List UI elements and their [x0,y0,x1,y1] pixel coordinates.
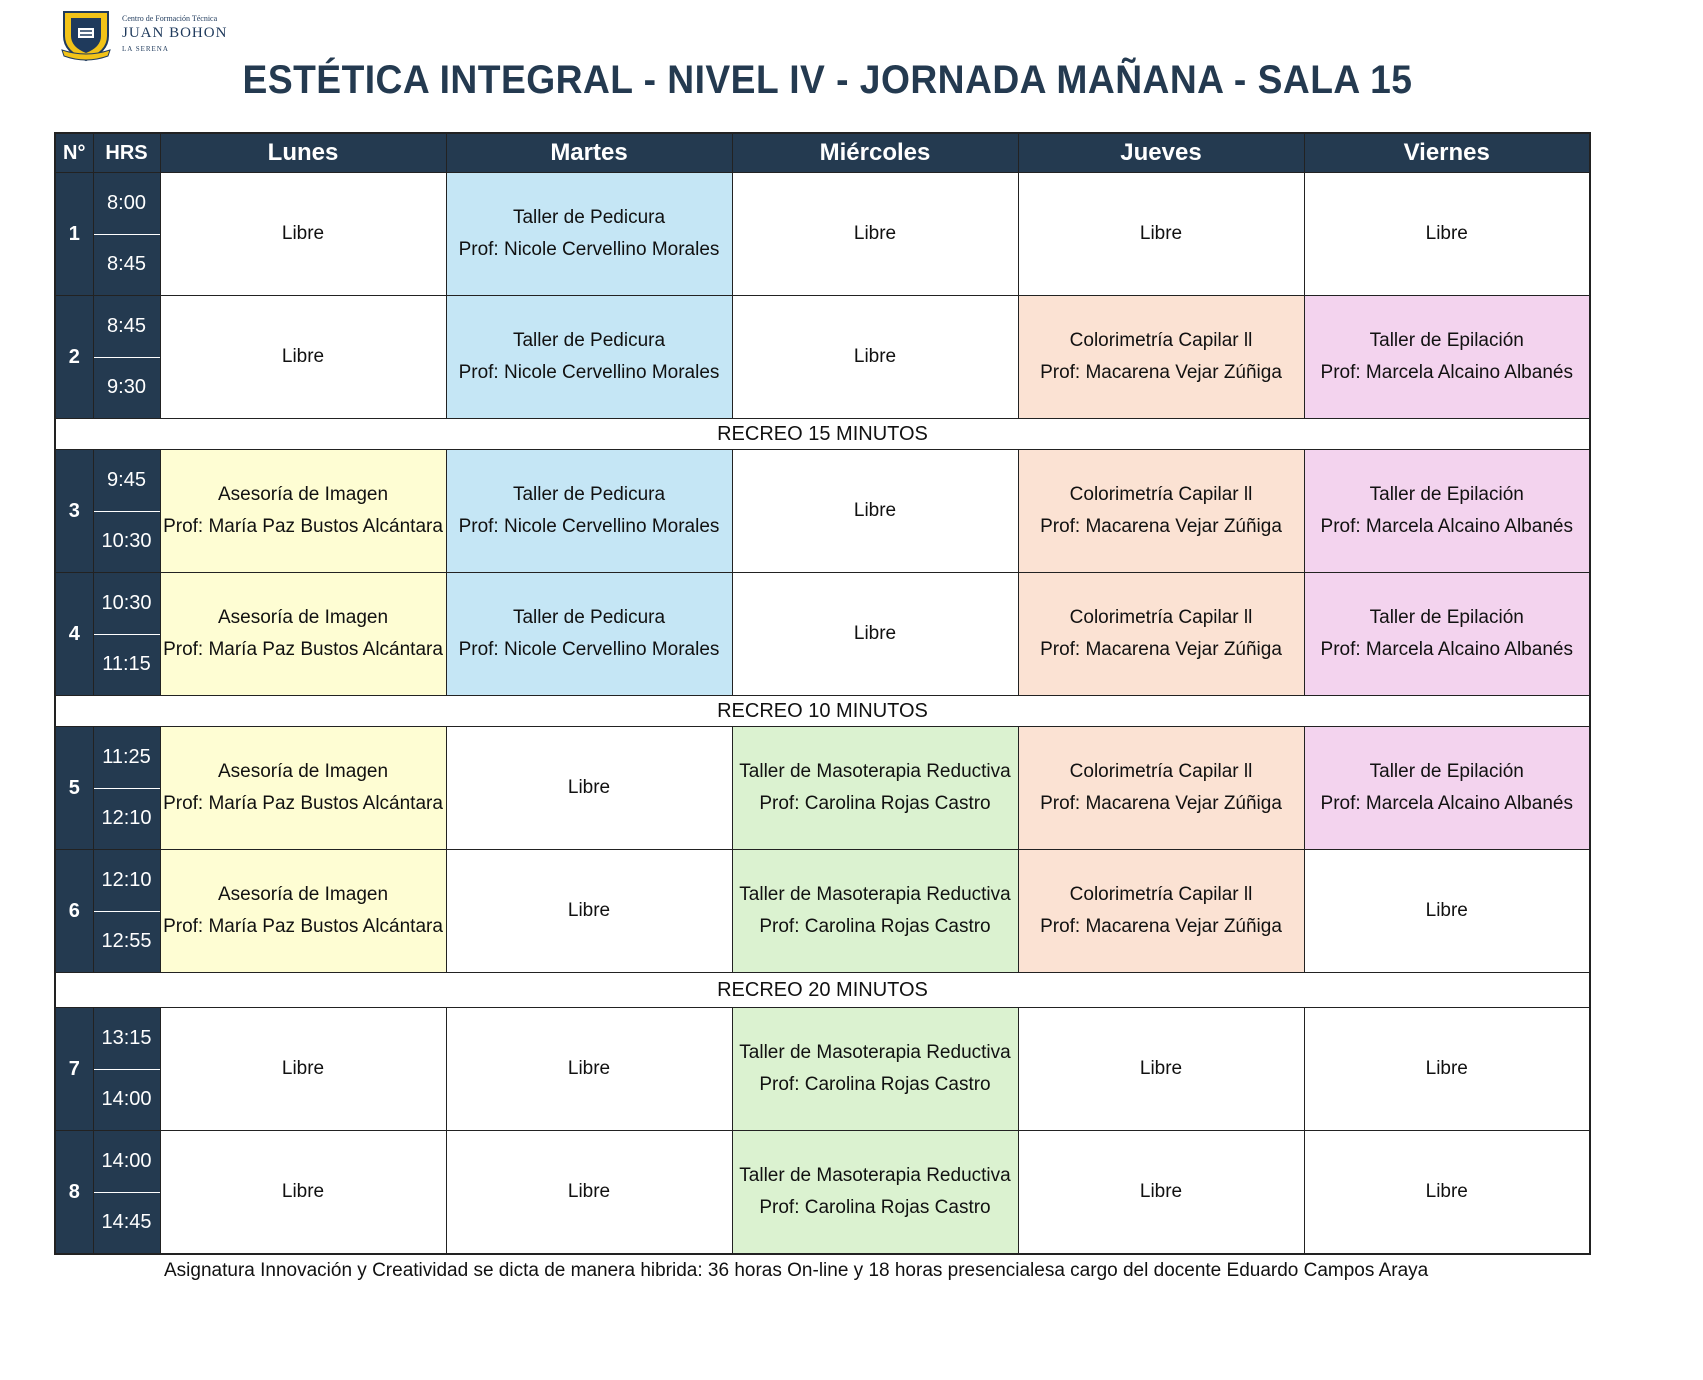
schedule-cell [732,450,1018,573]
schedule-cell [446,1131,732,1255]
cell-subject: Libre [281,346,325,367]
schedule-cell [446,173,732,296]
schedule-cell [732,296,1018,419]
period-hours [93,296,160,419]
cell-teacher: Prof: Marcela Alcaino Albanés [1320,639,1573,660]
time-end: 14:00 [101,1088,152,1111]
schedule-cell [1018,573,1304,696]
cell-subject: Libre [853,223,897,244]
time-start: 13:15 [94,1008,160,1070]
schedule-cell [446,727,732,850]
logo-name: JUAN BOHON [122,25,228,41]
period-row [55,573,1590,696]
cell-teacher: Prof: María Paz Bustos Alcántara [163,916,443,937]
time-end: 14:45 [101,1211,152,1234]
period-number: 3 [55,450,93,573]
schedule-cell [1018,727,1304,850]
cell-subject: Colorimetría Capilar ll [1069,884,1253,905]
cell-subject: Taller de Pedicura [512,484,666,505]
schedule-cell [446,1008,732,1131]
cell-subject: Libre [567,1058,611,1079]
schedule-cell [732,850,1018,973]
header-day: Martes [446,133,732,173]
period-hours [93,1008,160,1131]
cell-subject: Taller de Epilación [1369,330,1524,351]
cell-subject: Libre [1425,1058,1468,1079]
time-end: 9:30 [107,376,146,399]
time-start: 8:45 [94,296,160,358]
cell-subject: Taller de Masoterapia Reductiva [739,761,1011,782]
cell-subject: Asesoría de Imagen [217,484,389,505]
cell-subject: Libre [853,346,897,367]
cell-subject: Colorimetría Capilar ll [1069,484,1253,505]
schedule-cell [160,1131,446,1255]
period-number: 4 [55,573,93,696]
schedule-cell [1304,727,1590,850]
schedule-cell [1018,450,1304,573]
cell-subject: Libre [853,500,897,521]
break-label: RECREO 10 MINUTOS [55,696,1590,727]
cell-teacher: Prof: Nicole Cervellino Morales [458,239,720,260]
schedule-cell [160,1008,446,1131]
schedule-cell [732,573,1018,696]
footnote: Asignatura Innovación y Creatividad se dicta de manera hibrida: 36 horas On-line y 18 horas presencialesa cargo del docente Eduardo Campos Araya [164,1260,1429,1281]
schedule-cell [160,573,446,696]
break-row [55,419,1590,450]
cell-teacher: Prof: María Paz Bustos Alcántara [163,793,443,814]
time-start: 11:25 [94,727,160,789]
schedule-cell [732,727,1018,850]
schedule-cell [1018,850,1304,973]
cell-teacher: Prof: Macarena Vejar Zúñiga [1040,793,1282,814]
schedule-cell [160,850,446,973]
page-title: ESTÉTICA INTEGRAL - NIVEL IV - JORNADA MAÑANA - SALA 15 [242,58,1413,102]
period-row [55,1008,1590,1131]
cell-teacher: Prof: Nicole Cervellino Morales [458,516,720,537]
period-row [55,727,1590,850]
period-row [55,850,1590,973]
schedule-cell [1304,850,1590,973]
header-day: Jueves [1018,133,1304,173]
cell-subject: Colorimetría Capilar ll [1069,607,1253,628]
schedule-cell [1304,1131,1590,1255]
period-number: 7 [55,1008,93,1131]
schedule-cell [160,727,446,850]
header-day: Lunes [160,133,446,173]
logo-city: LA SERENA [122,45,169,53]
period-number: 1 [55,173,93,296]
cell-subject: Libre [281,1181,325,1202]
cell-teacher: Prof: Macarena Vejar Zúñiga [1040,916,1282,937]
schedule-cell [732,173,1018,296]
cell-subject: Libre [567,777,611,798]
cell-teacher: Prof: Marcela Alcaino Albanés [1320,793,1573,814]
cell-teacher: Prof: Carolina Rojas Castro [759,1197,991,1218]
period-row [55,296,1590,419]
schedule-cell [446,573,732,696]
schedule-cell [160,450,446,573]
period-row [55,173,1590,296]
cell-subject: Taller de Epilación [1369,607,1524,628]
period-hours [93,850,160,973]
schedule-cell [1304,1008,1590,1131]
time-start: 10:30 [94,573,160,635]
cell-teacher: Prof: Macarena Vejar Zúñiga [1040,362,1282,383]
schedule-cell [732,1008,1018,1131]
cell-subject: Taller de Masoterapia Reductiva [739,884,1011,905]
period-number: 2 [55,296,93,419]
cell-teacher: Prof: Carolina Rojas Castro [759,793,991,814]
cell-subject: Taller de Pedicura [512,207,666,228]
schedule-cell [732,1131,1018,1255]
period-hours [93,727,160,850]
schedule-cell [160,296,446,419]
cell-teacher: Prof: Macarena Vejar Zúñiga [1040,516,1282,537]
cell-teacher: Prof: Marcela Alcaino Albanés [1320,516,1573,537]
schedule-cell [1018,296,1304,419]
period-row [55,1131,1590,1255]
cell-subject: Taller de Pedicura [512,607,666,628]
period-hours [93,1131,160,1255]
time-start: 14:00 [94,1131,160,1193]
cell-subject: Libre [281,223,325,244]
schedule-cell [1304,296,1590,419]
cell-subject: Asesoría de Imagen [217,761,389,782]
schedule-cell [1304,573,1590,696]
schedule-cell [1018,1008,1304,1131]
cell-subject: Taller de Pedicura [512,330,666,351]
cell-teacher: Prof: María Paz Bustos Alcántara [163,639,443,660]
period-hours [93,450,160,573]
cell-subject: Libre [567,1181,611,1202]
period-number: 6 [55,850,93,973]
period-row [55,450,1590,573]
cell-subject: Colorimetría Capilar ll [1069,330,1253,351]
cell-teacher: Prof: María Paz Bustos Alcántara [163,516,443,537]
cell-teacher: Prof: Nicole Cervellino Morales [458,362,720,383]
cell-subject: Libre [853,623,897,644]
cell-subject: Colorimetría Capilar ll [1069,761,1253,782]
cell-subject: Taller de Epilación [1369,761,1524,782]
cell-teacher: Prof: Marcela Alcaino Albanés [1320,362,1573,383]
schedule-cell [1304,450,1590,573]
break-row [55,973,1590,1008]
header-num: N° [55,133,93,173]
cell-subject: Taller de Epilación [1369,484,1524,505]
cell-subject: Libre [567,900,611,921]
time-start: 12:10 [94,850,160,912]
break-row [55,696,1590,727]
cell-subject: Asesoría de Imagen [217,607,389,628]
schedule-cell [446,450,732,573]
schedule-cell [1018,1131,1304,1255]
cell-subject: Libre [1139,1058,1183,1079]
cell-teacher: Prof: Nicole Cervellino Morales [458,639,720,660]
cell-subject: Libre [1425,900,1468,921]
header-day: Miércoles [732,133,1018,173]
logo-small-text: Centro de Formación Técnica [122,14,218,23]
time-start: 9:45 [94,450,160,512]
time-end: 8:45 [107,253,146,276]
cell-subject: Libre [281,1058,325,1079]
cell-teacher: Prof: Macarena Vejar Zúñiga [1040,639,1282,660]
time-end: 11:15 [102,653,151,676]
time-end: 12:10 [101,807,152,830]
schedule-cell [446,850,732,973]
period-number: 5 [55,727,93,850]
time-end: 10:30 [101,530,152,553]
header-day: Viernes [1304,133,1590,173]
schedule-body [55,173,1590,1255]
schedule-table [54,132,1591,1255]
schedule-cell [160,173,446,296]
cell-subject: Asesoría de Imagen [217,884,389,905]
cell-subject: Taller de Masoterapia Reductiva [739,1042,1011,1063]
time-start: 8:00 [94,173,160,235]
cell-subject: Libre [1425,1181,1468,1202]
cell-teacher: Prof: Carolina Rojas Castro [759,1074,991,1095]
cell-teacher: Prof: Carolina Rojas Castro [759,916,991,937]
break-label: RECREO 20 MINUTOS [55,973,1590,1008]
cell-subject: Taller de Masoterapia Reductiva [739,1165,1011,1186]
shield-emblem-icon [58,6,114,62]
institution-logo [58,6,228,62]
schedule-cell [446,296,732,419]
cell-subject: Libre [1425,223,1468,244]
header-hrs: HRS [93,133,160,173]
period-hours [93,573,160,696]
break-label: RECREO 15 MINUTOS [55,419,1590,450]
cell-subject: Libre [1139,1181,1183,1202]
schedule-cell [1304,173,1590,296]
cell-subject: Libre [1139,223,1183,244]
header-row [55,133,1590,173]
period-hours [93,173,160,296]
schedule-cell [1018,173,1304,296]
period-number: 8 [55,1131,93,1255]
time-end: 12:55 [101,930,152,953]
